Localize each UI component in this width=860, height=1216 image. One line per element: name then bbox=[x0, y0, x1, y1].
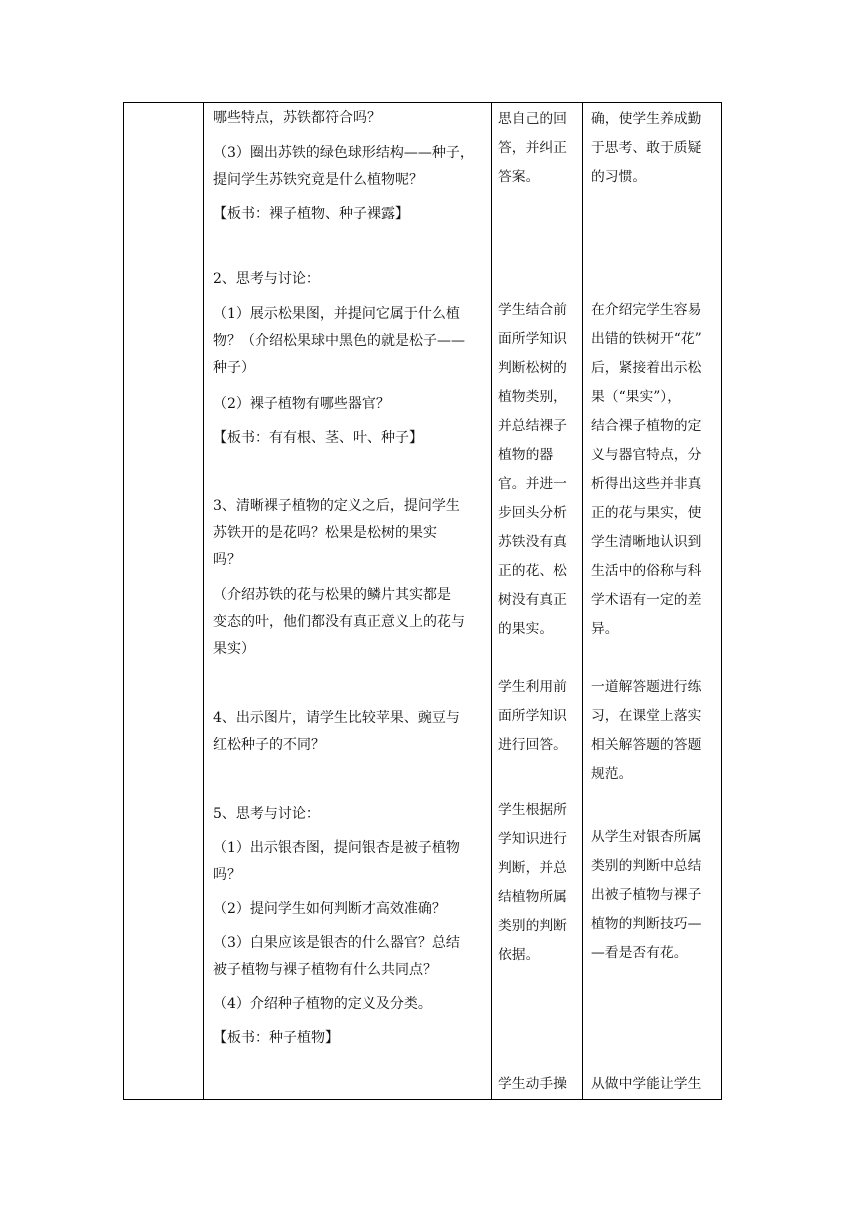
teacher-paragraph: （介绍苏铁的花与松果的鳞片其实都是 变态的叶，他们都没有真正意义上的花与 果实） bbox=[213, 587, 465, 657]
student-activity: 学生动手操 bbox=[498, 1076, 567, 1092]
student-activity: 学生利用前 面所学知识 进行回答。 bbox=[498, 679, 567, 753]
board-note: 【板书：裸子植物、种子裸露】 bbox=[213, 206, 409, 222]
student-activity: 思自己的回 答，并纠正 答案。 bbox=[498, 111, 567, 185]
teacher-paragraph: （3）白果应该是银杏的什么器官？总结 被子植物与裸子植物有什么共同点？ bbox=[213, 935, 460, 978]
teacher-paragraph: （1）展示松果图，并提问它属于什么植 物？（介绍松果球中黑色的就是松子—— 种子） bbox=[213, 306, 465, 376]
column-divider bbox=[203, 103, 204, 1099]
teacher-paragraph: （3）圈出苏铁的绿色球形结构——种子， 提问学生苏铁究竟是什么植物呢？ bbox=[213, 145, 474, 188]
column-divider bbox=[582, 103, 583, 1099]
teacher-paragraph: （2）裸子植物有哪些器官？ bbox=[213, 396, 390, 412]
teacher-paragraph: 4、出示图片，请学生比较苹果、豌豆与 红松种子的不同？ bbox=[213, 710, 460, 753]
section-heading: 2、思考与讨论： bbox=[213, 271, 320, 287]
board-note: 【板书：种子植物】 bbox=[213, 1030, 339, 1046]
teacher-paragraph: （4）介绍种子植物的定义及分类。 bbox=[213, 996, 432, 1012]
teacher-paragraph: 3、清晰裸子植物的定义之后，提问学生 苏铁开的是花吗？松果是松树的果实 吗？ bbox=[213, 498, 460, 568]
teacher-paragraph: （2）提问学生如何判断才高效准确？ bbox=[213, 901, 446, 917]
board-note: 【板书：有有根、茎、叶、种子】 bbox=[213, 430, 423, 446]
column-divider bbox=[491, 103, 492, 1099]
design-intent: 从做中学能让学生 bbox=[591, 1076, 702, 1092]
student-activity: 学生根据所 学知识进行 判断，并总 结植物所属 类别的判断 依据。 bbox=[498, 802, 567, 963]
design-intent: 在介绍完学生容易 出错的铁树开“花” 后，紧接着出示松 果（“果实”）， 结合裸子植物的定 义与器官特点，分 析得出这些并非真 正的花与果实，使 学生清晰地认识到 生活中的俗称与科 学术语有一定的差 异。 bbox=[591, 302, 702, 637]
design-intent: 从学生对银杏所属 类别的判断中总结 出被子植物与裸子 植物的判断技巧— —看是否有花。 bbox=[591, 829, 702, 961]
design-intent: 确，使学生养成勤 于思考、敢于质疑 的习惯。 bbox=[591, 111, 702, 185]
section-heading: 5、思考与讨论： bbox=[213, 806, 320, 822]
teacher-paragraph: 哪些特点，苏铁都符合吗？ bbox=[213, 110, 381, 126]
teacher-paragraph: （1）出示银杏图，提问银杏是被子植物 吗？ bbox=[213, 840, 460, 883]
student-activity: 学生结合前 面所学知识 判断松树的 植物类别， 并总结裸子 植物的器 官。并进一 步回头分析 苏铁没有真 正的花、松 树没有真正 的果实。 bbox=[498, 302, 567, 637]
design-intent: 一道解答题进行练 习，在课堂上落实 相关解答题的答题 规范。 bbox=[591, 679, 702, 782]
